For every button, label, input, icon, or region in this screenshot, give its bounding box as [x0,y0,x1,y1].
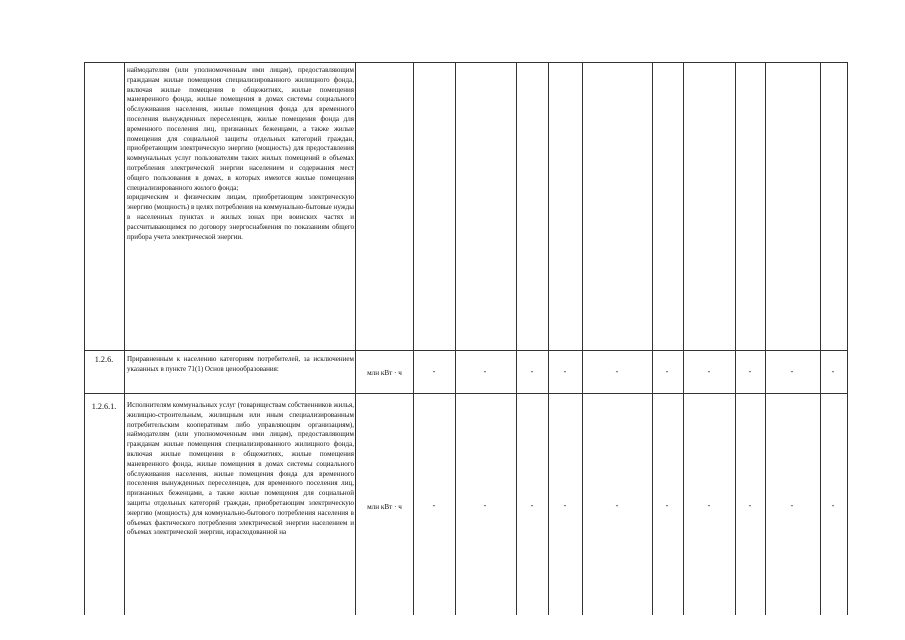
grid-line [84,350,847,351]
paragraph: Приравненным к населению категориям потребителей, за исключением указанных в пункте 71(1) Основ ценообразования: [127,355,354,373]
paragraph: юридическим и физическим лицам, приобретающим электрическую энергию (мощность) в целях потребления на коммунально-бытовые нужды в населенных пунктах и жилых зонах при воинских частях и рассчитывающимся по договору энергоснабжения по показаниям общего прибора учета электрической энергии. [127,193,354,241]
grid-line [652,62,653,615]
value-cell: - [432,501,436,510]
grid-line [516,62,517,615]
value-cell: - [615,367,619,376]
value-cell: - [831,501,835,510]
value-cell: - [432,367,436,376]
grid-line [735,62,736,615]
value-cell: - [483,367,487,376]
value-cell: - [563,367,567,376]
row-description [127,66,354,242]
value-cell: - [790,367,794,376]
value-cell: - [707,367,711,376]
grid-line [84,62,847,63]
value-cell: - [530,501,534,510]
value-cell: - [665,367,669,376]
row-code: 1.2.6.1. [91,402,117,411]
row-description [127,355,354,375]
grid-line [820,62,821,615]
value-cell: - [748,367,752,376]
grid-line [84,62,85,615]
paragraph: наймодателям (или уполномоченным ими лицам), предоставляющим гражданам жилые помещения специализированного жилищного фонда, включая жилые помещения в общежитиях, жилые помещения маневренного фонда, жилые помещения в домах системы социального обслуживания населения, жилые помещения фонда для временного поселения вынужденных переселенцев, жилые помещения фонда для временного поселения лиц, признанных беженцами, а также жилые помещения для социальной защиты отдельных категорий граждан, приобретающим электрическую энергию (мощность) для предоставления коммунальных услуг пользователям таких жилых помещений в объемах потребления электрической энергии населением и содержания мест общего пользования в домах, в которых имеются жилые помещения специализированного жилого фонда; [127,66,354,192]
grid-line [582,62,583,615]
row-description [127,401,354,538]
grid-line [548,62,549,615]
grid-line [847,62,848,615]
value-cell: - [831,367,835,376]
value-cell: - [530,367,534,376]
value-cell: - [615,501,619,510]
grid-line [124,62,125,615]
value-cell: - [483,501,487,510]
paragraph: Исполнителям коммунальных услуг (товариществам собственников жилья, жилищно-строительным, жилищным или иным специализированным потребительским кооперативам либо управляющим организациям), наймодателям (или уполномоченным ими лицам), предоставляющим гражданам жилые помещения специализированного жилищного фонда, включая жилые помещения в общежитиях, жилые помещения маневренного фонда, жилые помещения в домах системы социального обслуживания населения, жилые помещения фонда для временного поселения вынужденных переселенцев, для временного поселения лиц, признанных беженцами, а также жилые помещения для социальной защиты отдельных категорий граждан, приобретающим электрическую энергию (мощность) для коммунально-бытового потребления населения в объемах фактического потребления электрической энергии населением и объемах электрической энергии, израсходованной на [127,401,354,537]
grid-line [413,62,414,615]
value-cell: - [748,501,752,510]
value-cell: - [563,501,567,510]
row-unit: млн кВт · ч [367,369,402,377]
grid-line [765,62,766,615]
grid-line [455,62,456,615]
row-unit: млн кВт · ч [367,503,402,511]
row-code: 1.2.6. [94,355,114,364]
value-cell: - [707,501,711,510]
grid-line [355,62,356,615]
grid-line [84,393,847,394]
grid-line [683,62,684,615]
value-cell: - [665,501,669,510]
value-cell: - [790,501,794,510]
